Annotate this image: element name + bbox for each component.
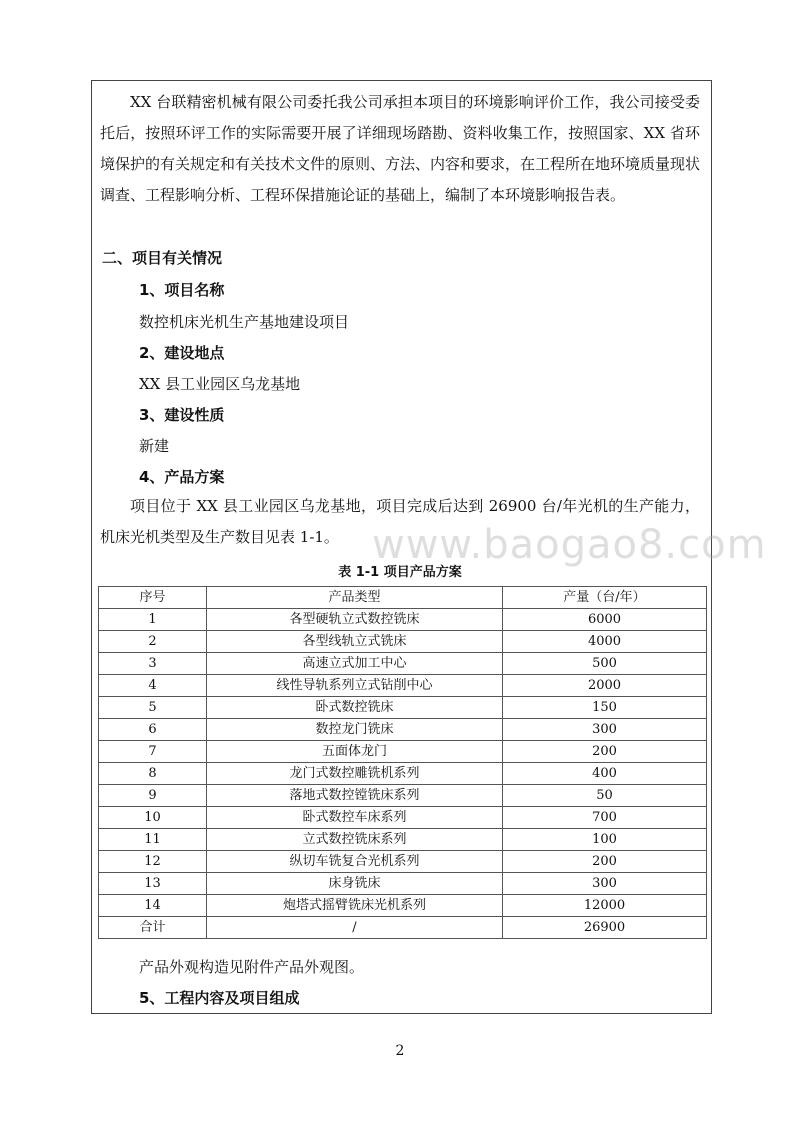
item-3-heading: 3、建设性质 bbox=[139, 406, 225, 424]
table-cell: 卧式数控铣床 bbox=[207, 697, 503, 719]
table-cell: 炮塔式摇臂铣床光机系列 bbox=[207, 895, 503, 917]
table-cell: 7 bbox=[99, 741, 207, 763]
table-cell: 700 bbox=[503, 807, 707, 829]
table-cell: 合计 bbox=[99, 917, 207, 939]
table-cell: 150 bbox=[503, 697, 707, 719]
table-row bbox=[99, 895, 707, 917]
table-cell: 8 bbox=[99, 763, 207, 785]
table-row bbox=[99, 785, 707, 807]
table-cell: 6000 bbox=[503, 609, 707, 631]
table-cell: 产品类型 bbox=[207, 587, 503, 609]
table-cell: 12000 bbox=[503, 895, 707, 917]
table-row bbox=[99, 697, 707, 719]
item-2-heading: 2、建设地点 bbox=[139, 344, 225, 362]
table-row bbox=[99, 763, 707, 785]
table-cell: 200 bbox=[503, 851, 707, 873]
watermark: www.baogao8.com bbox=[372, 522, 767, 568]
project-nature: 新建 bbox=[139, 437, 170, 455]
table-row bbox=[99, 829, 707, 851]
table-cell: 五面体龙门 bbox=[207, 741, 503, 763]
table-cell: 100 bbox=[503, 829, 707, 851]
intro-paragraph: XX 台联精密机械有限公司委托我公司承担本项目的环境影响评价工作，我公司接受委托后，按照环评工作的实际需要开展了详细现场踏勘、资料收集工作，按照国家、XX 省环境保护的有关规定和有关技术文件的原则、方法、内容和要求，在工程所在地环境质量现状调查、工程影响分析、工程环保措施论证的基础上，编制了本环境影响报告表。 bbox=[100, 93, 701, 204]
table-cell: 13 bbox=[99, 873, 207, 895]
table-cell: 4 bbox=[99, 675, 207, 697]
table-cell: 龙门式数控雕铣机系列 bbox=[207, 763, 503, 785]
table-cell: 6 bbox=[99, 719, 207, 741]
table-caption: 表 1-1 项目产品方案 bbox=[338, 565, 462, 580]
table-cell: 各型硬轨立式数控铣床 bbox=[207, 609, 503, 631]
table-cell: 纵切车铣复合光机系列 bbox=[207, 851, 503, 873]
table-row bbox=[99, 653, 707, 675]
table-row bbox=[99, 851, 707, 873]
table-cell: 立式数控铣床系列 bbox=[207, 829, 503, 851]
table-cell: 12 bbox=[99, 851, 207, 873]
table-cell: 10 bbox=[99, 807, 207, 829]
page-number: 2 bbox=[395, 1043, 405, 1059]
table-row bbox=[99, 609, 707, 631]
table-cell: 300 bbox=[503, 719, 707, 741]
project-name: 数控机床光机生产基地建设项目 bbox=[139, 313, 350, 331]
table-cell: 1 bbox=[99, 609, 207, 631]
table-cell: 400 bbox=[503, 763, 707, 785]
appearance-note: 产品外观构造见附件产品外观图。 bbox=[139, 958, 365, 976]
product-plan-paragraph: 项目位于 XX 县工业园区乌龙基地，项目完成后达到 26900 台/年光机的生产能力，机床光机类型及生产数目见表 1-1。 bbox=[100, 497, 700, 546]
table-cell: 300 bbox=[503, 873, 707, 895]
table-cell: 落地式数控镗铣床系列 bbox=[207, 785, 503, 807]
table-row bbox=[99, 719, 707, 741]
table-cell: 各型线轨立式铣床 bbox=[207, 631, 503, 653]
table-cell: 11 bbox=[99, 829, 207, 851]
table-cell: 4000 bbox=[503, 631, 707, 653]
table-total-row bbox=[99, 917, 707, 939]
table-cell: 500 bbox=[503, 653, 707, 675]
table-cell: 50 bbox=[503, 785, 707, 807]
table-cell: 数控龙门铣床 bbox=[207, 719, 503, 741]
table-cell: 3 bbox=[99, 653, 207, 675]
table-row bbox=[99, 675, 707, 697]
table-cell: 26900 bbox=[503, 917, 707, 939]
table-row bbox=[99, 873, 707, 895]
table-header-row bbox=[99, 587, 707, 609]
section-2-heading: 二、项目有关情况 bbox=[102, 249, 223, 267]
table-cell: 2 bbox=[99, 631, 207, 653]
table-cell: 线性导轨系列立式钻削中心 bbox=[207, 675, 503, 697]
table-cell: 5 bbox=[99, 697, 207, 719]
table-cell: 9 bbox=[99, 785, 207, 807]
table-cell: 卧式数控车床系列 bbox=[207, 807, 503, 829]
table-row bbox=[99, 741, 707, 763]
item-5-heading: 5、工程内容及项目组成 bbox=[139, 989, 300, 1007]
table-cell: 序号 bbox=[99, 587, 207, 609]
table-cell: 200 bbox=[503, 741, 707, 763]
table-cell: 高速立式加工中心 bbox=[207, 653, 503, 675]
table-row bbox=[99, 631, 707, 653]
table-cell: 14 bbox=[99, 895, 207, 917]
table-cell: 床身铣床 bbox=[207, 873, 503, 895]
item-1-heading: 1、项目名称 bbox=[139, 281, 225, 299]
product-plan-table bbox=[98, 586, 707, 939]
table-cell: / bbox=[207, 917, 503, 939]
project-location: XX 县工业园区乌龙基地 bbox=[139, 375, 301, 393]
table-row bbox=[99, 807, 707, 829]
table-cell: 2000 bbox=[503, 675, 707, 697]
table-cell: 产量（台/年） bbox=[503, 587, 707, 609]
item-4-heading: 4、产品方案 bbox=[139, 468, 225, 486]
